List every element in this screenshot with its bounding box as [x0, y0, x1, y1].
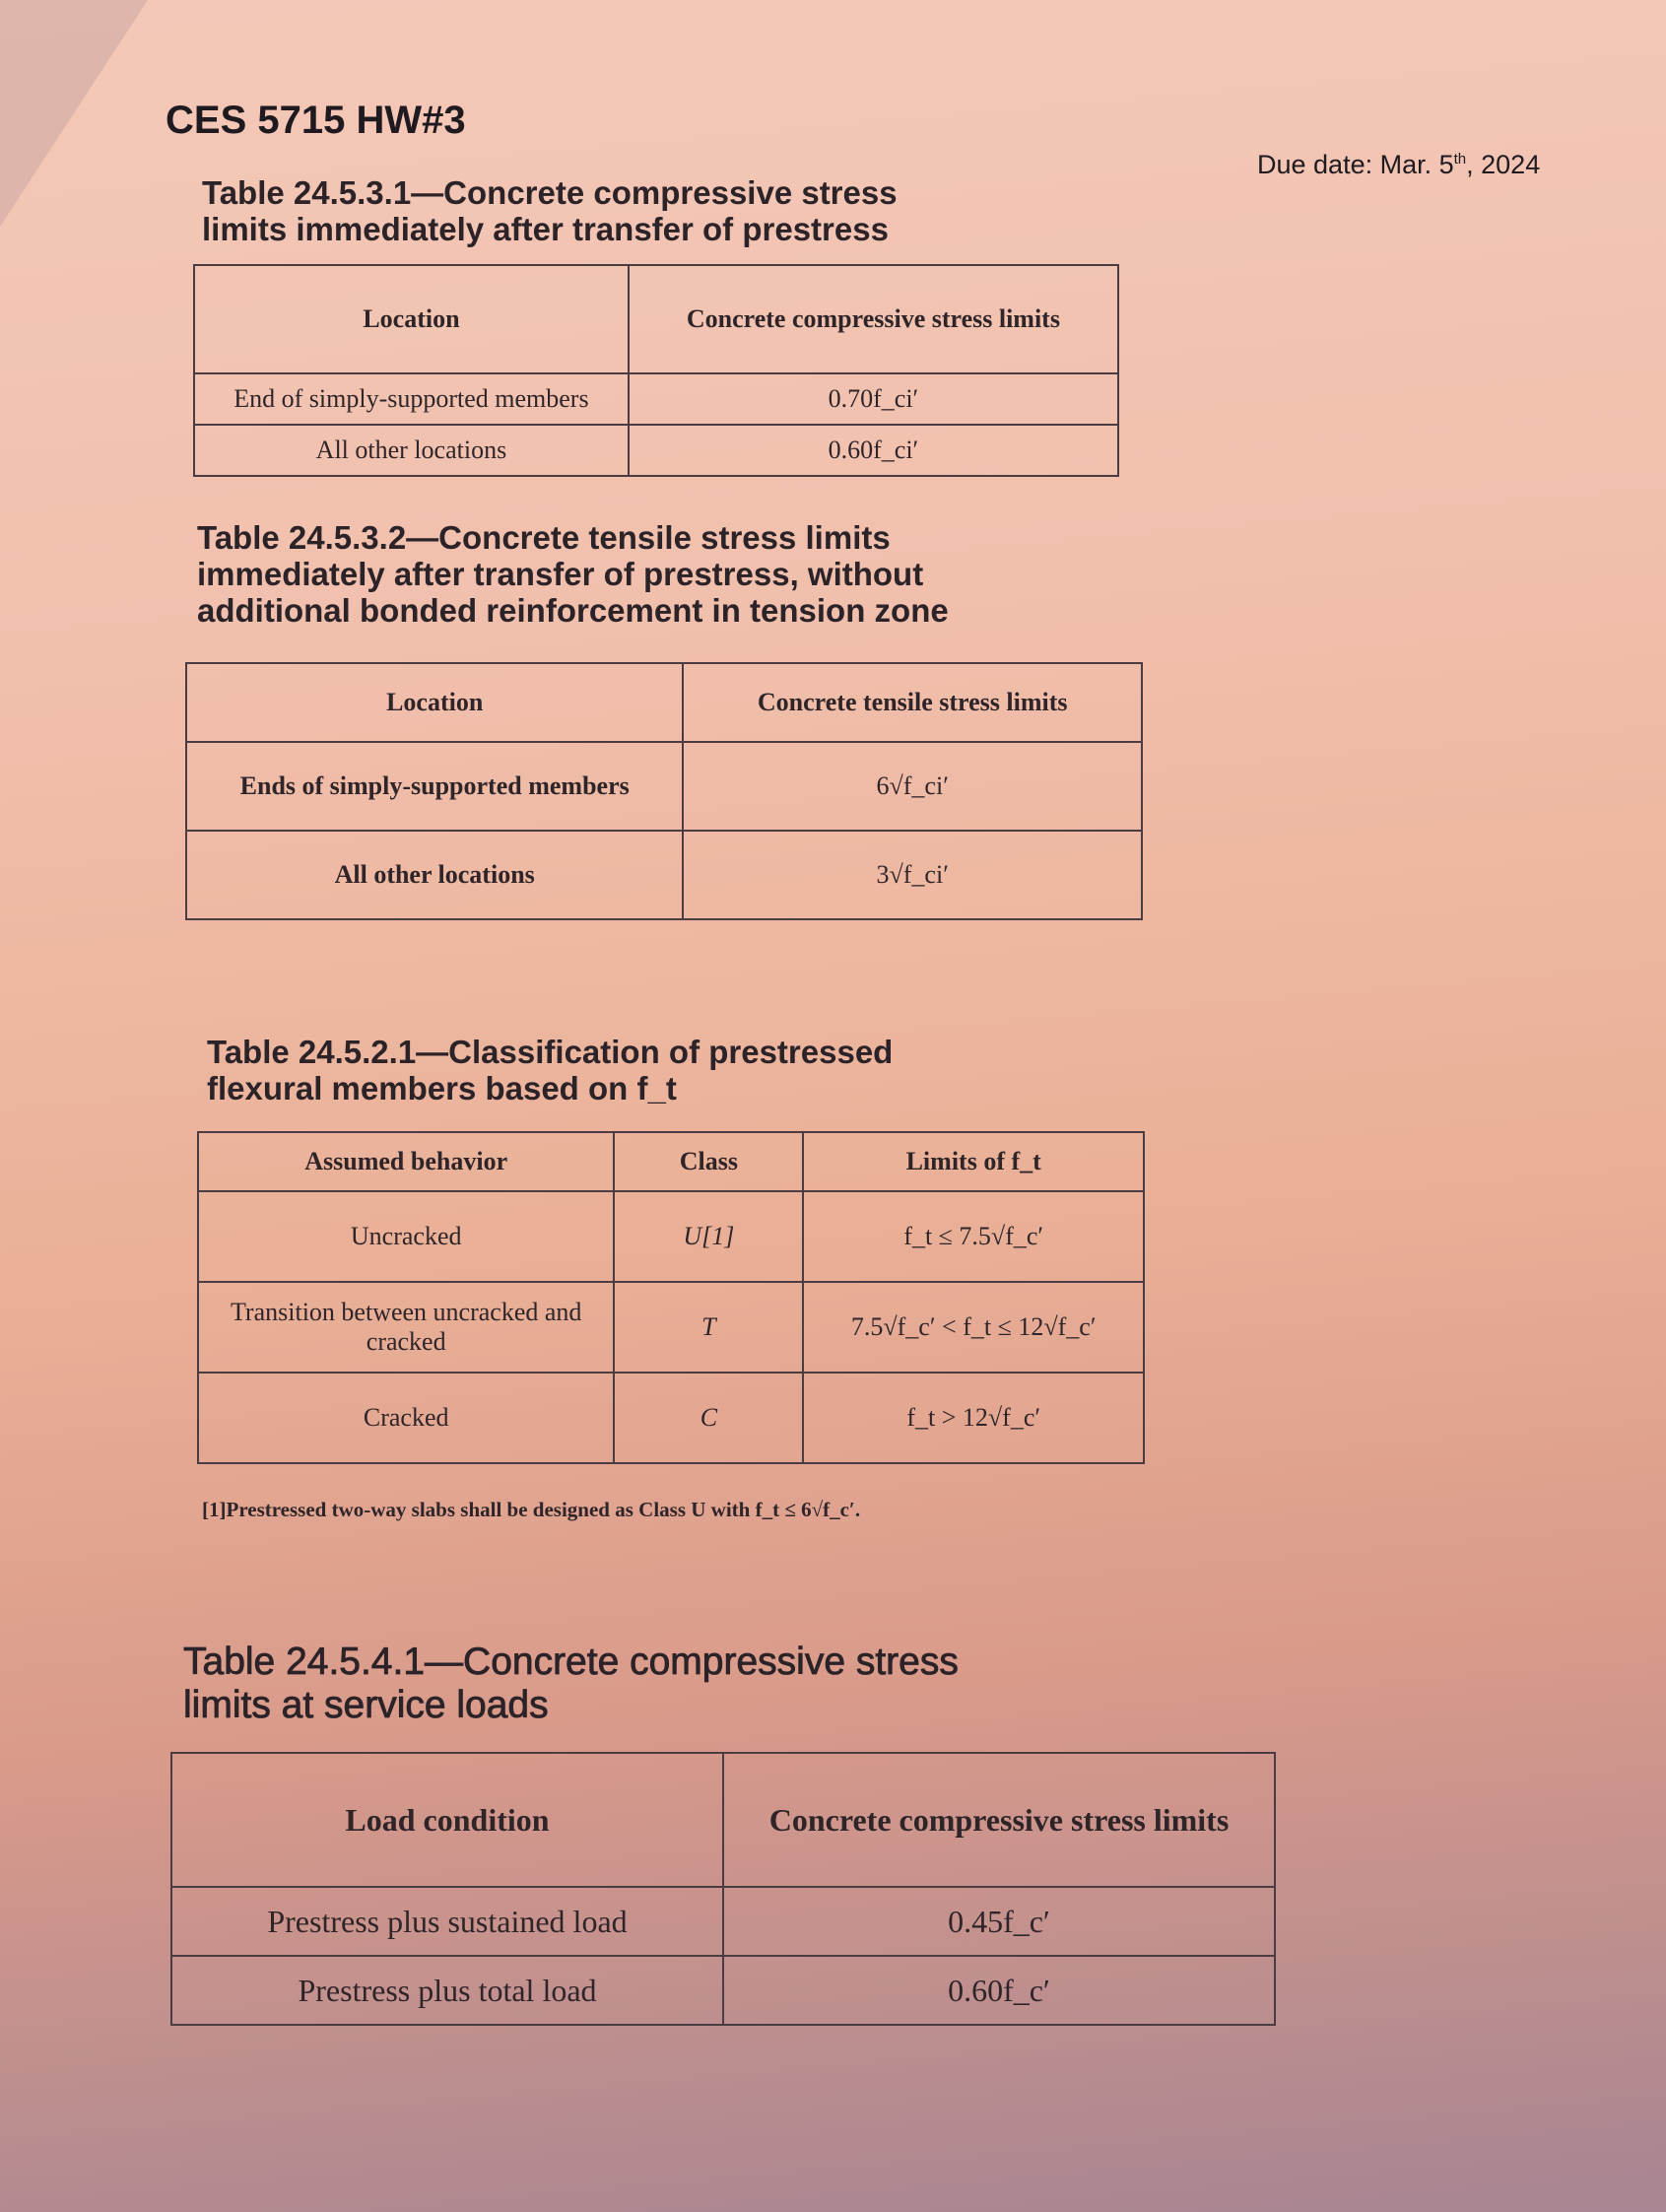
- table3-cell: Cracked: [198, 1373, 614, 1463]
- table3: [197, 1131, 1145, 1464]
- table2-cell: Ends of simply-supported members: [186, 742, 683, 831]
- due-date-year: , 2024: [1466, 150, 1541, 179]
- table2-caption: [197, 520, 949, 630]
- table3-header-limits: Limits of f_t: [803, 1132, 1144, 1191]
- table2-header-location: Location: [186, 663, 683, 742]
- table3-header-class: Class: [614, 1132, 803, 1191]
- table1-cell: 0.70f_ci′: [629, 373, 1118, 425]
- table3-cell: 7.5√f_c′ < f_t ≤ 12√f_c′: [803, 1282, 1144, 1373]
- due-date: [1257, 150, 1540, 180]
- table4: [170, 1752, 1276, 2026]
- table-row: [186, 831, 1142, 919]
- table1: [193, 264, 1119, 477]
- table4-header-condition: Load condition: [171, 1753, 723, 1887]
- table1-caption: [202, 175, 898, 248]
- table4-header-row: [171, 1753, 1275, 1887]
- table4-cell: Prestress plus total load: [171, 1956, 723, 2025]
- table-row: [198, 1282, 1144, 1373]
- table2-header-row: [186, 663, 1142, 742]
- table2-caption-line3: additional bonded reinforcement in tension zone: [197, 591, 949, 629]
- table3-cell: U[1]: [614, 1191, 803, 1282]
- table1-cell: End of simply-supported members: [194, 373, 629, 425]
- table-row: [171, 1887, 1275, 1956]
- table2-caption-line1: Table 24.5.3.2—Concrete tensile stress limits: [197, 519, 891, 556]
- table3-caption-line1: Table 24.5.2.1—Classification of prestressed: [207, 1034, 894, 1070]
- table1-cell: 0.60f_ci′: [629, 425, 1118, 476]
- table2-cell: All other locations: [186, 831, 683, 919]
- table4-caption-line2: limits at service loads: [183, 1683, 549, 1726]
- table3-header-row: [198, 1132, 1144, 1191]
- table-row: [198, 1373, 1144, 1463]
- table2-header-limits: Concrete tensile stress limits: [683, 663, 1142, 742]
- table2-cell: 3√f_ci′: [683, 831, 1142, 919]
- table4-cell: 0.60f_c′: [723, 1956, 1275, 2025]
- table-row: [171, 1956, 1275, 2025]
- table1-cell: All other locations: [194, 425, 629, 476]
- table-row: [194, 425, 1118, 476]
- table3-header-behavior: Assumed behavior: [198, 1132, 614, 1191]
- table4-cell: 0.45f_c′: [723, 1887, 1275, 1956]
- table3-caption-line2: flexural members based on f_t: [207, 1069, 677, 1106]
- due-date-suffix: th: [1453, 151, 1467, 168]
- table1-header-location: Location: [194, 265, 629, 373]
- table2: [185, 662, 1143, 920]
- table3-cell: T: [614, 1282, 803, 1373]
- page-fold-shadow: [0, 0, 148, 227]
- table3-caption: [207, 1035, 893, 1107]
- table-row: [186, 742, 1142, 831]
- table1-header-row: [194, 265, 1118, 373]
- table3-cell: C: [614, 1373, 803, 1463]
- table3-cell: f_t > 12√f_c′: [803, 1373, 1144, 1463]
- table1-caption-line1: Table 24.5.3.1—Concrete compressive stress: [202, 174, 898, 211]
- table1-caption-line2: limits immediately after transfer of prestress: [202, 210, 889, 247]
- table3-cell: Uncracked: [198, 1191, 614, 1282]
- table1-header-limits: Concrete compressive stress limits: [629, 265, 1118, 373]
- table2-cell: 6√f_ci′: [683, 742, 1142, 831]
- table-row: [194, 373, 1118, 425]
- table4-caption-line1: Table 24.5.4.1—Concrete compressive stress: [183, 1641, 959, 1683]
- table3-cell: Transition between uncracked and cracked: [198, 1282, 614, 1373]
- course-title: CES 5715 HW#3: [166, 99, 466, 142]
- table4-caption: [183, 1641, 959, 1726]
- table2-caption-line2: immediately after transfer of prestress, without: [197, 555, 924, 592]
- due-date-label: Due date: Mar. 5: [1257, 150, 1454, 179]
- table3-cell: f_t ≤ 7.5√f_c′: [803, 1191, 1144, 1282]
- table4-cell: Prestress plus sustained load: [171, 1887, 723, 1956]
- table-row: [198, 1191, 1144, 1282]
- table4-header-limits: Concrete compressive stress limits: [723, 1753, 1275, 1887]
- table3-footnote: [1]Prestressed two-way slabs shall be designed as Class U with f_t ≤ 6√f_c′.: [202, 1498, 861, 1521]
